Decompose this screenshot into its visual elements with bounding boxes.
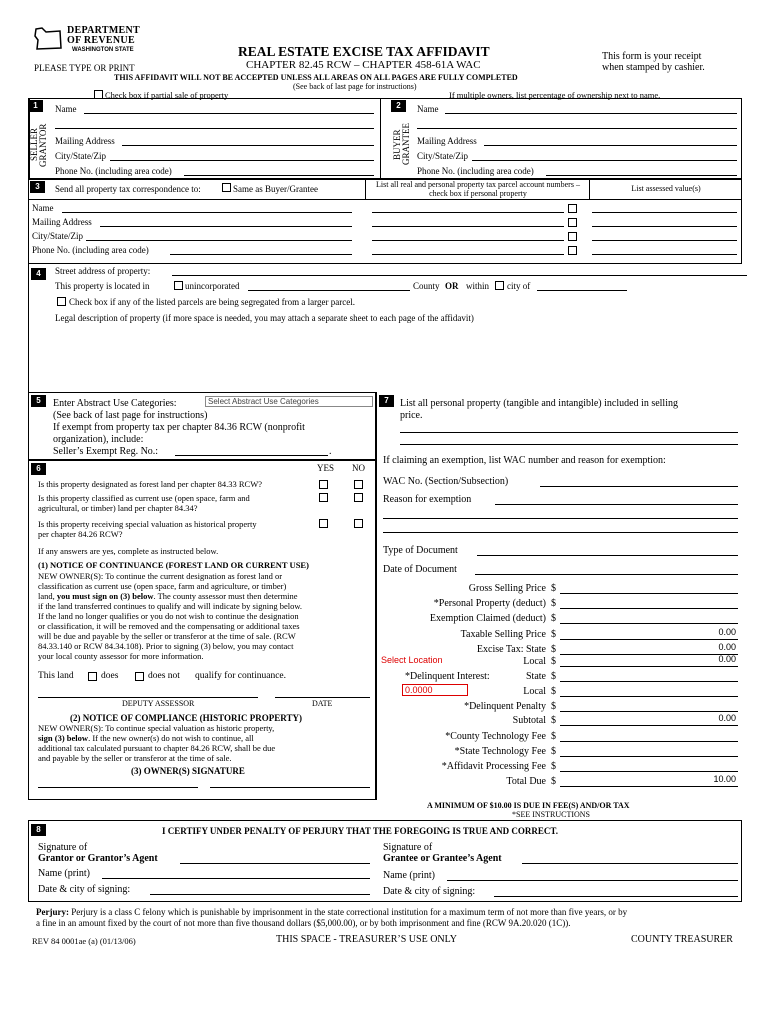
n1-line: 84.33.140 or RCW 84.34.108). Prior to signing (3) below, you may contact <box>38 641 294 651</box>
calc-value-line[interactable] <box>560 608 738 609</box>
parcel-line-2[interactable] <box>372 226 564 227</box>
multiple-owners-note: If multiple owners, list percentage of ownership next to name. <box>449 90 661 100</box>
reason-line-1[interactable] <box>495 504 738 505</box>
abstract-use-label: Enter Abstract Use Categories: <box>53 398 177 409</box>
calc-label: Taxable Selling Price <box>460 629 546 640</box>
seller-mailing-label: Mailing Address <box>55 136 115 146</box>
calc-dollar: $ <box>551 746 556 757</box>
logo-line2: OF REVENUE <box>67 35 135 46</box>
warning-text: THIS AFFIDAVIT WILL NOT BE ACCEPTED UNLESS ALL AREAS ON ALL PAGES ARE FULLY COMPLETED <box>114 73 518 82</box>
wac-no-line[interactable] <box>540 486 738 487</box>
calc-value-line[interactable] <box>560 786 738 787</box>
calc-value-line[interactable] <box>560 666 738 667</box>
exempt-reg-dot: . <box>329 446 332 457</box>
exempt-line2: organization), include: <box>53 434 144 445</box>
owner-signature-line-2[interactable] <box>210 787 370 788</box>
grantee-sig-of: Signature of <box>383 842 433 853</box>
seller-phone-label: Phone No. (including area code) <box>55 166 172 176</box>
sec3-phone-line[interactable] <box>170 254 352 255</box>
receipt-line1: This form is your receipt <box>602 51 702 62</box>
logo-line1: DEPARTMENT <box>67 25 141 36</box>
n2-line <box>38 733 254 743</box>
parcel-line-4[interactable] <box>372 254 564 255</box>
seller-city-label: City/State/Zip <box>55 151 106 161</box>
sec3-name-line[interactable] <box>62 212 352 213</box>
seller-phone-line[interactable] <box>184 175 374 176</box>
calc-value-line[interactable] <box>560 756 738 757</box>
calc-value[interactable]: 0.00 <box>718 713 736 723</box>
calc-dollar: $ <box>551 598 556 609</box>
calc-label: Local <box>523 656 546 667</box>
historic-no[interactable] <box>354 519 363 528</box>
sec5-see-back: (See back of last page for instructions) <box>53 410 208 421</box>
city-of-checkbox[interactable] <box>495 281 504 290</box>
parcel-line-3[interactable] <box>372 240 564 241</box>
sec3-name-label: Name <box>32 203 54 213</box>
parcel-numbers-header: List all real and personal property tax parcel account numbers – check box if personal property <box>376 180 580 198</box>
calc-value-line[interactable] <box>560 725 738 726</box>
seller-name-line[interactable] <box>84 113 374 114</box>
calc-label: Subtotal <box>512 715 546 726</box>
parcel-line-1[interactable] <box>372 212 564 213</box>
calc-value-line[interactable] <box>560 711 738 712</box>
minimum-due-note: A MINIMUM OF $10.00 IS DUE IN FEE(S) AND/OR TAX <box>427 801 630 810</box>
calc-label: *Affidavit Processing Fee <box>441 761 546 772</box>
notice-compliance-title: (2) NOTICE OF COMPLIANCE (HISTORIC PROPERTY) <box>70 713 302 723</box>
sec3-city-label: City/State/Zip <box>32 231 83 241</box>
date-doc-line[interactable] <box>475 574 738 575</box>
section-5-badge: 5 <box>31 395 46 407</box>
calc-dollar: $ <box>551 629 556 640</box>
calc-label: *State Technology Fee <box>454 746 546 757</box>
page-title: REAL ESTATE EXCISE TAX AFFIDAVIT <box>238 44 490 59</box>
deputy-assessor-label: DEPUTY ASSESSOR <box>122 699 195 708</box>
assessor-date-line[interactable] <box>275 697 370 698</box>
calc-label: *Personal Property (deduct) <box>433 598 546 609</box>
n1-line: classification as current use (open space, farm and agriculture, or timber) <box>38 581 287 591</box>
calc-value[interactable]: 0.00 <box>718 654 736 664</box>
assessed-line-1[interactable] <box>592 212 737 213</box>
grantee-date-label: Date & city of signing: <box>383 886 476 897</box>
n1-line: If the land no longer qualifies or you do not wish to continue the designation <box>38 611 299 621</box>
send-correspondence-label: Send all property tax correspondence to: <box>55 184 201 194</box>
calc-value-line[interactable] <box>560 741 738 742</box>
calc-label: Excise Tax: State <box>476 644 546 655</box>
personal-property-line-1[interactable] <box>400 432 738 433</box>
exempt-line1: If exempt from property tax per chapter 84.36 RCW (nonprofit <box>53 422 305 433</box>
n1-l3c: . The county assessor must then determine <box>153 591 298 601</box>
buyer-city-label: City/State/Zip <box>417 151 468 161</box>
seller-mailing-line[interactable] <box>122 145 374 146</box>
seller-grantor-label: SELLER GRANTOR <box>29 123 48 167</box>
perjury-text-1: Perjury is a class C felony which is punishable by imprisonment in the state correctional institution for a maximum term of not more than five years, or by <box>71 907 628 917</box>
land-does-checkbox[interactable] <box>88 672 97 681</box>
perjury-line2: a fine in an amount fixed by the court of not more than five thousand dollars ($5,000.00), or by both imprisonment and fine (RCW 9A.20.020 (1C)). <box>36 918 571 928</box>
calc-dollar: $ <box>551 715 556 726</box>
street-address-line[interactable] <box>172 275 747 276</box>
or-label: OR <box>445 281 459 291</box>
type-or-print: PLEASE TYPE OR PRINT <box>34 63 135 73</box>
parcel-2-personal-checkbox[interactable] <box>568 218 577 227</box>
see-instructions-note: *SEE INSTRUCTIONS <box>512 810 591 819</box>
county-treasurer-label: COUNTY TREASURER <box>631 934 733 945</box>
calc-dollar: $ <box>551 776 556 787</box>
personal-property-label-1: List all personal property (tangible and intangible) included in selling <box>400 398 678 409</box>
section-8-badge: 8 <box>31 824 46 836</box>
grantor-name-line[interactable] <box>102 878 370 879</box>
n2-l2b: . If the new owner(s) do not wish to continue, all <box>88 733 254 743</box>
grantor-agent-label: Grantor or Grantor’s Agent <box>38 853 158 864</box>
calc-dollar: $ <box>551 701 556 712</box>
certify-statement: I CERTIFY UNDER PENALTY OF PERJURY THAT THE FOREGOING IS TRUE AND CORRECT. <box>162 826 559 836</box>
notice-continuance-title: (1) NOTICE OF CONTINUANCE (FOREST LAND OR CURRENT USE) <box>38 560 309 570</box>
reason-label: Reason for exemption <box>383 494 472 505</box>
buyer-name-line[interactable] <box>445 113 737 114</box>
city-of-line[interactable] <box>537 290 627 291</box>
sec3-mailing-label: Mailing Address <box>32 217 92 227</box>
calc-dollar: $ <box>551 761 556 772</box>
n1-line: NEW OWNER(S): To continue the current designation as forest land or <box>38 571 283 581</box>
exempt-reg-line[interactable] <box>175 455 328 456</box>
calc-dollar: $ <box>551 583 556 594</box>
no-header: NO <box>352 463 365 473</box>
calc-label: *County Technology Fee <box>445 731 546 742</box>
forest-land-yes[interactable] <box>319 480 328 489</box>
wac-no-label: WAC No. (Section/Subsection) <box>383 476 509 487</box>
calc-dollar: $ <box>551 613 556 624</box>
calc-label: Gross Selling Price <box>468 583 546 594</box>
seller-name-label: Name <box>55 104 77 114</box>
current-use-question-a: Is this property classified as current use (open space, farm and <box>38 493 250 503</box>
parcel-1-personal-checkbox[interactable] <box>568 204 577 213</box>
interest-rate-field[interactable]: 0.0000 <box>402 684 468 696</box>
calc-label: Total Due <box>506 776 546 787</box>
n2-line: additional tax calculated pursuant to chapter 84.26 RCW, shall be due <box>38 743 276 753</box>
buyer-name-label: Name <box>417 104 439 114</box>
city-of-label: city of <box>507 281 531 291</box>
form-number: REV 84 0001ae (a) (01/13/06) <box>32 936 136 946</box>
sec3-mailing-line[interactable] <box>100 226 352 227</box>
sec3-phone-label: Phone No. (including area code) <box>32 245 149 255</box>
segregated-checkbox[interactable] <box>57 297 66 306</box>
n1-l3a: land, <box>38 591 55 601</box>
section-1-badge: 1 <box>28 100 43 112</box>
type-doc-label: Type of Document <box>383 545 458 556</box>
calc-dollar: $ <box>551 644 556 655</box>
grantee-date-line[interactable] <box>494 896 738 897</box>
n1-line: or classification, it will be removed and the compensating or additional taxes <box>38 621 300 631</box>
grantee-agent-label: Grantee or Grantee’s Agent <box>383 853 502 864</box>
yes-header: YES <box>317 463 335 473</box>
historic-question-b: per chapter 84.26 RCW? <box>38 529 123 539</box>
sec3-city-line[interactable] <box>86 240 352 241</box>
buyer-city-line[interactable] <box>472 160 737 161</box>
n2-line: and payable by the seller or transferor at the time of sale. <box>38 753 232 763</box>
logo-line3: WASHINGTON STATE <box>72 47 134 53</box>
this-land-label: This land <box>38 671 74 681</box>
assessed-line-3[interactable] <box>592 240 737 241</box>
owner-signature-line-1[interactable] <box>38 787 198 788</box>
buyer-mailing-line[interactable] <box>484 145 737 146</box>
land-does-not-checkbox[interactable] <box>135 672 144 681</box>
assessed-values-header: List assessed value(s) <box>631 184 701 193</box>
n2-l2a: sign (3) below <box>38 733 89 743</box>
reason-line-3[interactable] <box>383 532 738 533</box>
same-as-buyer-label: Same as Buyer/Grantee <box>233 184 318 194</box>
historic-yes[interactable] <box>319 519 328 528</box>
if-yes-note: If any answers are yes, complete as instructed below. <box>38 546 219 556</box>
forest-land-question: Is this property designated as forest land per chapter 84.33 RCW? <box>38 479 263 489</box>
chapters: CHAPTER 82.45 RCW – CHAPTER 458-61A WAC <box>246 59 481 71</box>
current-use-question-b: agricultural, or timber) land per chapter 84.34? <box>38 503 198 513</box>
receipt-line2: when stamped by cashier. <box>602 62 705 73</box>
grantor-signature-line[interactable] <box>180 863 370 864</box>
exempt-reg-label: Seller’s Exempt Reg. No.: <box>53 446 159 457</box>
grantor-sig-of: Signature of <box>38 842 88 853</box>
grantee-name-label: Name (print) <box>383 870 435 881</box>
personal-property-label-2: price. <box>400 410 423 421</box>
perjury-label: Perjury: <box>36 907 69 917</box>
deputy-assessor-line[interactable] <box>38 697 258 698</box>
assessor-date-label: DATE <box>312 699 333 708</box>
section-3-badge: 3 <box>30 181 45 193</box>
calc-dollar: $ <box>551 656 556 667</box>
current-use-no[interactable] <box>354 493 363 502</box>
grantor-date-label: Date & city of signing: <box>38 884 131 895</box>
buyer-grantee-label: BUYER GRANTEE <box>392 123 411 165</box>
forest-land-no[interactable] <box>354 480 363 489</box>
located-in-label: This property is located in <box>55 281 150 291</box>
perjury-line1 <box>36 907 627 917</box>
section-4-badge: 4 <box>31 268 46 280</box>
county-label: County <box>413 281 440 291</box>
select-location-dropdown[interactable]: Select Location <box>381 656 461 667</box>
calc-label: Exemption Claimed (deduct) <box>429 613 546 624</box>
calc-value[interactable]: 0.00 <box>718 627 736 637</box>
unincorporated-checkbox[interactable] <box>174 281 183 290</box>
n1-line: will be due and payable by the seller or transferor at the time of sale. (RCW <box>38 631 296 641</box>
calc-value-line[interactable] <box>560 771 738 772</box>
calc-label: *Delinquent Penalty <box>464 701 546 712</box>
calc-value-line[interactable] <box>560 593 738 594</box>
same-as-buyer-checkbox[interactable] <box>222 183 231 192</box>
personal-property-line-2[interactable] <box>400 444 738 445</box>
calc-value[interactable]: 0.00 <box>718 642 736 652</box>
grantee-name-line[interactable] <box>447 880 738 881</box>
n2-line: NEW OWNER(S): To continue special valuation as historic property, <box>38 723 275 733</box>
assessed-line-2[interactable] <box>592 226 737 227</box>
date-doc-label: Date of Document <box>383 564 457 575</box>
section-7-badge: 7 <box>379 395 394 407</box>
seller-city-line[interactable] <box>110 160 374 161</box>
calc-value-line[interactable] <box>560 639 738 640</box>
current-use-yes[interactable] <box>319 493 328 502</box>
buyer-mailing-label: Mailing Address <box>417 136 477 146</box>
within-label: within <box>466 281 490 291</box>
treasurer-use-only: THIS SPACE - TREASURER’S USE ONLY <box>276 934 457 945</box>
land-does-not-label: does not <box>148 671 180 681</box>
qualify-label: qualify for continuance. <box>195 671 287 681</box>
buyer-phone-label: Phone No. (including area code) <box>417 166 534 176</box>
calc-value-line[interactable] <box>560 696 738 697</box>
grantee-signature-line[interactable] <box>522 863 738 864</box>
grantor-date-line[interactable] <box>150 894 370 895</box>
claim-exemption-label: If claiming an exemption, list WAC number and reason for exemption: <box>383 455 666 466</box>
legal-description-label: Legal description of property (if more space is needed, you may attach a separate sheet to each page of the affidavit) <box>55 313 474 323</box>
type-doc-line[interactable] <box>477 555 738 556</box>
calc-dollar: $ <box>551 686 556 697</box>
calc-label: State <box>526 671 546 682</box>
owner-signature-title: (3) OWNER(S) SIGNATURE <box>131 766 245 776</box>
land-does-label: does <box>101 671 119 681</box>
calc-value-line[interactable] <box>560 681 738 682</box>
n1-line: your local county assessor for more information. <box>38 651 204 661</box>
see-back-instructions: (See back of last page for instructions) <box>293 82 417 91</box>
dor-logo <box>34 22 141 60</box>
parcel-3-personal-checkbox[interactable] <box>568 232 577 241</box>
calc-dollar: $ <box>551 731 556 742</box>
calc-dollar: $ <box>551 671 556 682</box>
partial-sale-label: Check box if partial sale of property <box>105 90 229 100</box>
section-6-badge: 6 <box>31 463 46 475</box>
reason-line-2[interactable] <box>383 518 738 519</box>
abstract-use-select[interactable]: Select Abstract Use Categories <box>205 396 373 407</box>
calc-value-line[interactable] <box>560 623 738 624</box>
street-address-label: Street address of property: <box>55 266 151 276</box>
delinquent-interest-label: *Delinquent Interest: <box>405 671 490 682</box>
buyer-phone-line[interactable] <box>546 175 737 176</box>
section-2-badge: 2 <box>391 100 406 112</box>
historic-question-a: Is this property receiving special valuation as historical property <box>38 519 257 529</box>
n1-l3b: you must sign on (3) below <box>56 591 154 601</box>
segregated-label: Check box if any of the listed parcels are being segregated from a larger parcel. <box>69 297 355 307</box>
parcel-4-personal-checkbox[interactable] <box>568 246 577 255</box>
calc-value[interactable]: 10.00 <box>713 774 736 784</box>
county-line[interactable] <box>248 290 410 291</box>
n1-line: if the land transferred continues to qualify and will indicate by signing below. <box>38 601 303 611</box>
washington-state-icon <box>34 26 64 52</box>
n1-line <box>38 591 298 601</box>
unincorporated-label: unincorporated <box>185 281 240 291</box>
calc-label: Local <box>523 686 546 697</box>
grantor-name-label: Name (print) <box>38 868 90 879</box>
assessed-line-4[interactable] <box>592 254 737 255</box>
